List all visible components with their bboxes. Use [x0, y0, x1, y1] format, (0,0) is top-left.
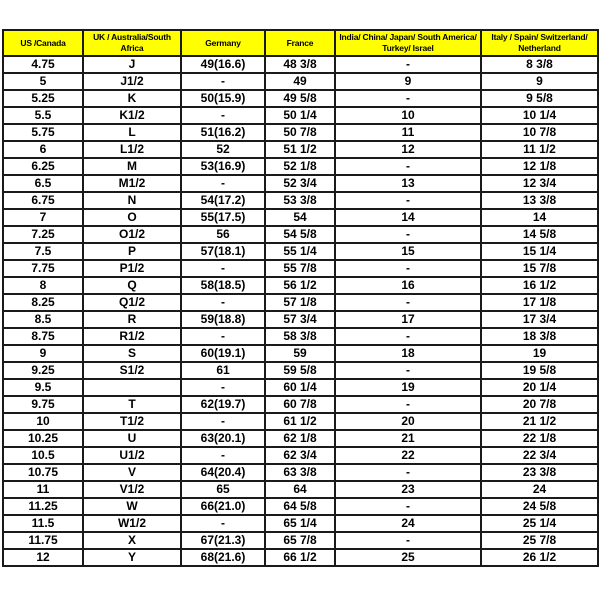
table-cell: -	[335, 260, 481, 277]
table-cell: 5.75	[3, 124, 83, 141]
table-cell: 9.25	[3, 362, 83, 379]
table-cell: 60 7/8	[265, 396, 335, 413]
table-row	[3, 209, 598, 226]
table-cell: -	[181, 379, 265, 396]
table-row	[3, 277, 598, 294]
table-cell: V1/2	[83, 481, 181, 498]
table-cell: 7.5	[3, 243, 83, 260]
table-cell: -	[335, 532, 481, 549]
table-cell: 54 5/8	[265, 226, 335, 243]
size-table	[2, 29, 599, 567]
table-cell: 52	[181, 141, 265, 158]
table-cell: 21	[335, 430, 481, 447]
header-france: France	[265, 30, 335, 56]
table-cell: 53 3/8	[265, 192, 335, 209]
table-cell: -	[335, 464, 481, 481]
table-cell: 22	[335, 447, 481, 464]
table-cell: 20 1/4	[481, 379, 598, 396]
table-cell: O1/2	[83, 226, 181, 243]
table-cell: 9.5	[3, 379, 83, 396]
table-cell: W1/2	[83, 515, 181, 532]
table-cell: 7	[3, 209, 83, 226]
table-cell: 48 3/8	[265, 56, 335, 73]
ring-size-conversion-table	[2, 29, 597, 567]
table-cell: 14	[481, 209, 598, 226]
table-cell: 9	[481, 73, 598, 90]
table-cell: P1/2	[83, 260, 181, 277]
table-cell: 53(16.9)	[181, 158, 265, 175]
table-cell: 11.5	[3, 515, 83, 532]
table-cell: Q	[83, 277, 181, 294]
table-row	[3, 464, 598, 481]
table-cell: 51(16.2)	[181, 124, 265, 141]
table-cell: -	[335, 396, 481, 413]
table-cell: 8.5	[3, 311, 83, 328]
table-cell: 12 3/4	[481, 175, 598, 192]
table-cell: 55 1/4	[265, 243, 335, 260]
table-cell: U	[83, 430, 181, 447]
table-cell: 60(19.1)	[181, 345, 265, 362]
table-cell: 67(21.3)	[181, 532, 265, 549]
table-cell: 23	[335, 481, 481, 498]
header-germany: Germany	[181, 30, 265, 56]
table-cell: 10	[3, 413, 83, 430]
table-cell: U1/2	[83, 447, 181, 464]
table-row	[3, 549, 598, 566]
table-cell: 62 1/8	[265, 430, 335, 447]
table-cell: N	[83, 192, 181, 209]
table-cell: -	[335, 362, 481, 379]
table-cell: 8	[3, 277, 83, 294]
table-cell: 56	[181, 226, 265, 243]
table-cell: M	[83, 158, 181, 175]
table-cell: 19	[481, 345, 598, 362]
table-cell: T1/2	[83, 413, 181, 430]
table-cell: -	[181, 447, 265, 464]
table-cell: 11	[3, 481, 83, 498]
table-cell: 65 7/8	[265, 532, 335, 549]
table-cell: 15	[335, 243, 481, 260]
table-cell: 64	[265, 481, 335, 498]
table-cell: 14 5/8	[481, 226, 598, 243]
table-cell: 10 7/8	[481, 124, 598, 141]
table-cell: 9 5/8	[481, 90, 598, 107]
table-cell: 14	[335, 209, 481, 226]
table-cell: 65 1/4	[265, 515, 335, 532]
table-cell: 57 1/8	[265, 294, 335, 311]
table-row	[3, 175, 598, 192]
table-cell: 10.25	[3, 430, 83, 447]
table-cell: 9.75	[3, 396, 83, 413]
table-cell: 68(21.6)	[181, 549, 265, 566]
table-cell: 50(15.9)	[181, 90, 265, 107]
table-cell: 50 1/4	[265, 107, 335, 124]
table-cell: 15 7/8	[481, 260, 598, 277]
table-cell: L	[83, 124, 181, 141]
table-row	[3, 515, 598, 532]
table-cell: 22 3/4	[481, 447, 598, 464]
table-cell: K1/2	[83, 107, 181, 124]
table-row	[3, 124, 598, 141]
table-cell: 57 3/4	[265, 311, 335, 328]
table-cell: O	[83, 209, 181, 226]
table-cell: 10 1/4	[481, 107, 598, 124]
table-cell: 51 1/2	[265, 141, 335, 158]
table-cell: 6.25	[3, 158, 83, 175]
size-table-body	[3, 56, 598, 566]
table-cell: 9	[335, 73, 481, 90]
table-row	[3, 311, 598, 328]
table-cell: 55 7/8	[265, 260, 335, 277]
table-cell: -	[335, 226, 481, 243]
table-cell: 11 1/2	[481, 141, 598, 158]
table-cell: 61	[181, 362, 265, 379]
table-cell: 65	[181, 481, 265, 498]
table-cell: P	[83, 243, 181, 260]
table-cell: -	[335, 498, 481, 515]
table-cell: M1/2	[83, 175, 181, 192]
table-cell: 9	[3, 345, 83, 362]
table-cell: 62(19.7)	[181, 396, 265, 413]
table-row	[3, 90, 598, 107]
table-cell: 49 5/8	[265, 90, 335, 107]
table-cell: -	[335, 328, 481, 345]
table-cell: 66 1/2	[265, 549, 335, 566]
table-cell: -	[181, 413, 265, 430]
table-cell: 4.75	[3, 56, 83, 73]
table-cell: 16 1/2	[481, 277, 598, 294]
table-cell: K	[83, 90, 181, 107]
table-row	[3, 158, 598, 175]
table-row	[3, 447, 598, 464]
table-cell: 8 3/8	[481, 56, 598, 73]
table-cell: 18	[335, 345, 481, 362]
table-cell: 7.75	[3, 260, 83, 277]
table-cell: 15 1/4	[481, 243, 598, 260]
table-cell: J1/2	[83, 73, 181, 90]
table-cell: 13	[335, 175, 481, 192]
table-cell: 6.75	[3, 192, 83, 209]
table-row	[3, 413, 598, 430]
table-cell: 17 3/4	[481, 311, 598, 328]
table-row	[3, 362, 598, 379]
table-cell: 21 1/2	[481, 413, 598, 430]
table-cell: 5.25	[3, 90, 83, 107]
table-cell: 6	[3, 141, 83, 158]
table-cell: 58 3/8	[265, 328, 335, 345]
table-cell: 63 3/8	[265, 464, 335, 481]
table-cell: 60 1/4	[265, 379, 335, 396]
table-cell: 59 5/8	[265, 362, 335, 379]
table-cell: 5	[3, 73, 83, 90]
table-cell: -	[181, 107, 265, 124]
table-cell: -	[181, 260, 265, 277]
table-cell: 54(17.2)	[181, 192, 265, 209]
table-row	[3, 481, 598, 498]
table-cell: T	[83, 396, 181, 413]
table-cell: -	[335, 294, 481, 311]
table-cell: W	[83, 498, 181, 515]
table-cell: -	[335, 90, 481, 107]
table-cell: 55(17.5)	[181, 209, 265, 226]
table-cell: Y	[83, 549, 181, 566]
table-cell: 10.5	[3, 447, 83, 464]
table-cell: 19 5/8	[481, 362, 598, 379]
table-row	[3, 107, 598, 124]
table-cell: 10.75	[3, 464, 83, 481]
header-uk-australia-south-africa: UK / Australia/South Africa	[83, 30, 181, 56]
table-cell: Q1/2	[83, 294, 181, 311]
table-cell: J	[83, 56, 181, 73]
table-cell: 11.25	[3, 498, 83, 515]
table-cell: 25 7/8	[481, 532, 598, 549]
table-cell: V	[83, 464, 181, 481]
table-cell: -	[335, 158, 481, 175]
table-cell: -	[335, 56, 481, 73]
table-row	[3, 243, 598, 260]
table-cell: 16	[335, 277, 481, 294]
table-cell: 25	[335, 549, 481, 566]
table-cell: 59(18.8)	[181, 311, 265, 328]
table-cell: 23 3/8	[481, 464, 598, 481]
table-row	[3, 498, 598, 515]
table-cell: 8.75	[3, 328, 83, 345]
table-cell: 50 7/8	[265, 124, 335, 141]
table-cell: 49(16.6)	[181, 56, 265, 73]
table-cell: R	[83, 311, 181, 328]
table-row	[3, 294, 598, 311]
table-cell: L1/2	[83, 141, 181, 158]
table-cell: 24	[481, 481, 598, 498]
table-cell	[83, 379, 181, 396]
header-italy-spain-switzerland: Italy / Spain/ Switzerland/ Netherland	[481, 30, 598, 56]
table-cell: 63(20.1)	[181, 430, 265, 447]
table-cell: -	[181, 73, 265, 90]
table-cell: 25 1/4	[481, 515, 598, 532]
table-cell: 13 3/8	[481, 192, 598, 209]
table-cell: -	[181, 294, 265, 311]
table-cell: 54	[265, 209, 335, 226]
table-cell: 20 7/8	[481, 396, 598, 413]
table-cell: -	[181, 328, 265, 345]
table-cell: 6.5	[3, 175, 83, 192]
table-cell: 66(21.0)	[181, 498, 265, 515]
table-row	[3, 73, 598, 90]
header-us-canada: US /Canada	[3, 30, 83, 56]
table-cell: 24	[335, 515, 481, 532]
table-cell: 12 1/8	[481, 158, 598, 175]
table-row	[3, 56, 598, 73]
table-cell: -	[335, 192, 481, 209]
table-cell: 58(18.5)	[181, 277, 265, 294]
table-row	[3, 192, 598, 209]
table-cell: 19	[335, 379, 481, 396]
table-row	[3, 345, 598, 362]
table-cell: 20	[335, 413, 481, 430]
table-cell: 26 1/2	[481, 549, 598, 566]
table-cell: 64 5/8	[265, 498, 335, 515]
table-cell: 7.25	[3, 226, 83, 243]
table-row	[3, 379, 598, 396]
table-cell: 52 1/8	[265, 158, 335, 175]
table-row	[3, 532, 598, 549]
table-cell: 52 3/4	[265, 175, 335, 192]
table-cell: 61 1/2	[265, 413, 335, 430]
table-cell: R1/2	[83, 328, 181, 345]
table-cell: 22 1/8	[481, 430, 598, 447]
table-cell: 56 1/2	[265, 277, 335, 294]
table-cell: X	[83, 532, 181, 549]
table-row	[3, 328, 598, 345]
table-cell: 12	[3, 549, 83, 566]
table-cell: 49	[265, 73, 335, 90]
table-cell: 12	[335, 141, 481, 158]
table-cell: 64(20.4)	[181, 464, 265, 481]
table-cell: 5.5	[3, 107, 83, 124]
table-cell: -	[181, 515, 265, 532]
table-cell: 62 3/4	[265, 447, 335, 464]
header-india-china-japan: India/ China/ Japan/ South America/ Turkey/ Israel	[335, 30, 481, 56]
table-row	[3, 430, 598, 447]
header-row	[3, 30, 598, 56]
table-row	[3, 396, 598, 413]
table-cell: 11	[335, 124, 481, 141]
table-cell: 8.25	[3, 294, 83, 311]
table-cell: 17	[335, 311, 481, 328]
table-cell: 57(18.1)	[181, 243, 265, 260]
table-cell: 11.75	[3, 532, 83, 549]
table-cell: 24 5/8	[481, 498, 598, 515]
table-cell: 59	[265, 345, 335, 362]
table-row	[3, 141, 598, 158]
table-cell: 18 3/8	[481, 328, 598, 345]
table-cell: -	[181, 175, 265, 192]
table-cell: S1/2	[83, 362, 181, 379]
table-cell: S	[83, 345, 181, 362]
table-row	[3, 226, 598, 243]
table-cell: 10	[335, 107, 481, 124]
table-row	[3, 260, 598, 277]
table-cell: 17 1/8	[481, 294, 598, 311]
